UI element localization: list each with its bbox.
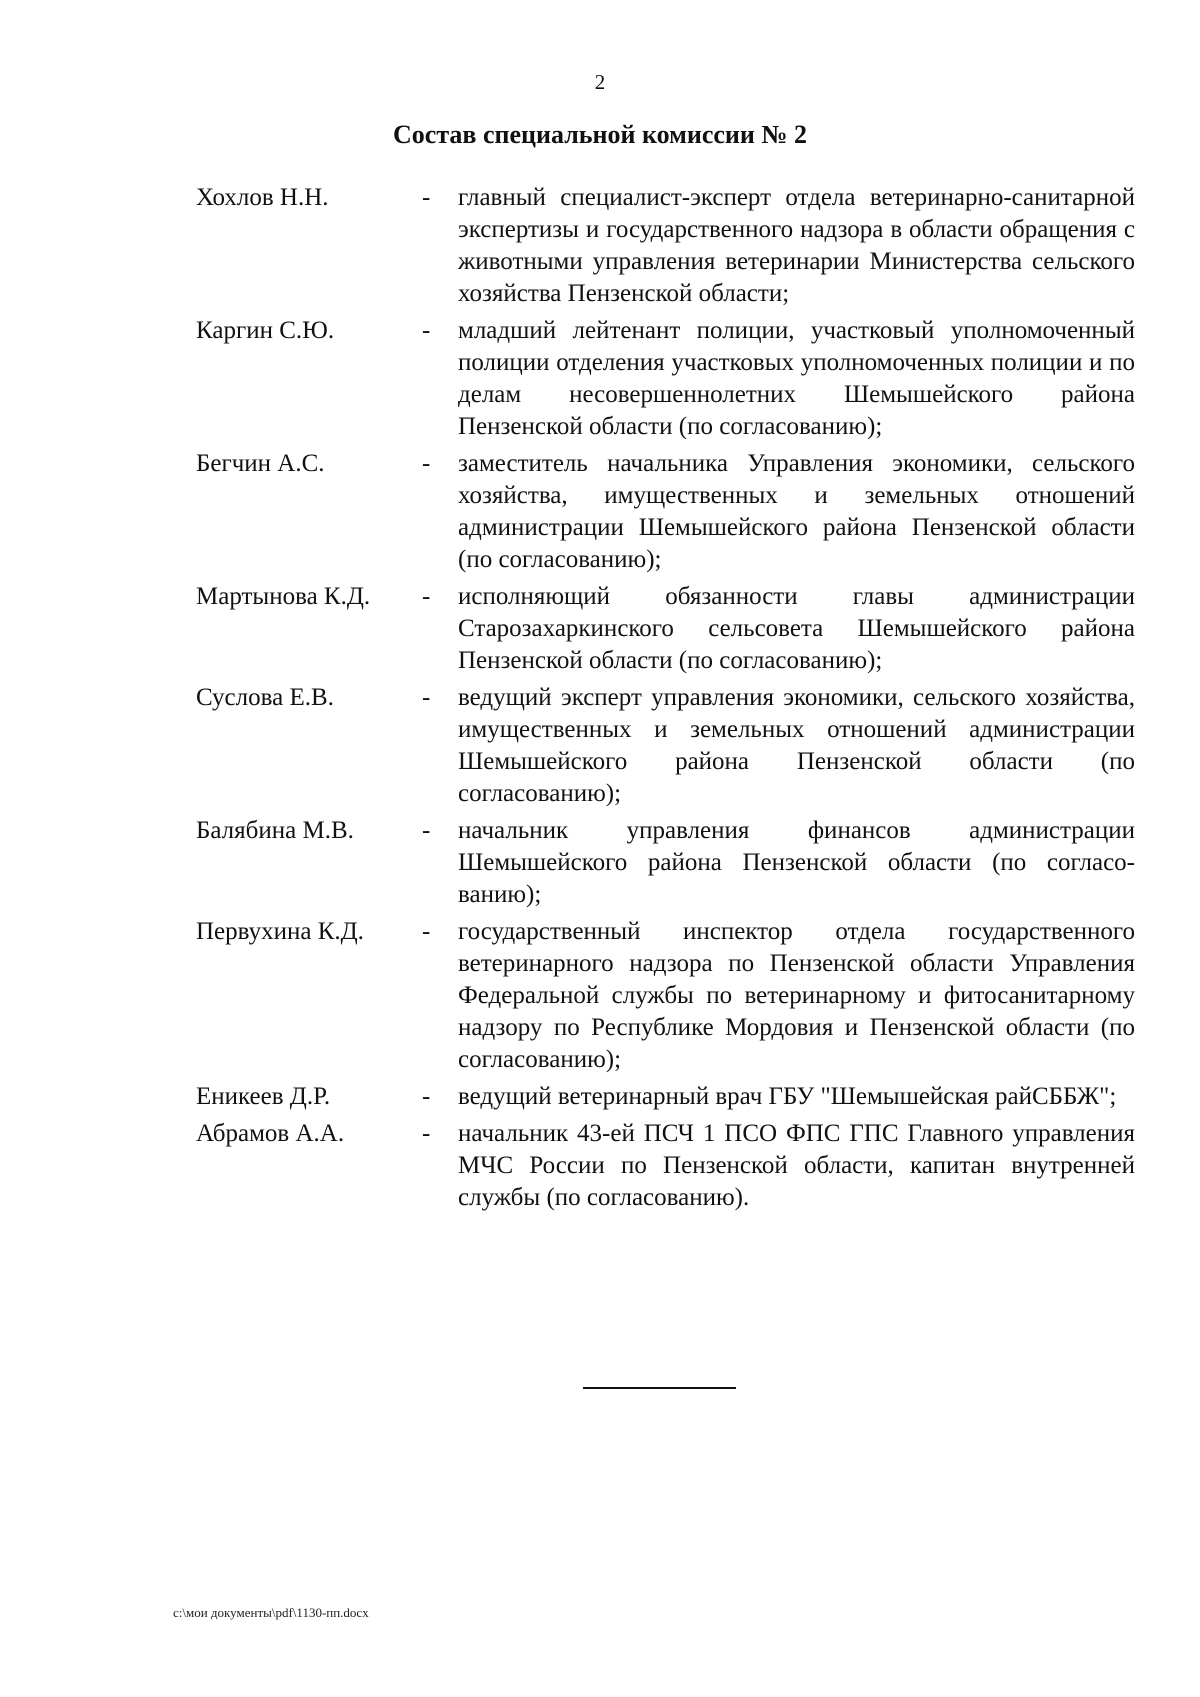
member-name: Еникеев Д.Р. xyxy=(196,1083,331,1110)
member-row xyxy=(196,581,1136,677)
document-title: Состав специальной комиссии № 2 xyxy=(393,120,807,149)
member-role: ведущий ветеринарный врач ГБУ "Шемышейская райСББЖ"; xyxy=(458,1083,1117,1110)
member-role: начальник 43-ей ПСЧ 1 ПСО ФПС ГПС Главного управления МЧС России по Пензенской области, капитан внутренней службы (по согласованию). xyxy=(458,1120,1135,1211)
member-role: ведущий эксперт управления экономики, сельского хозяйства, имущественных и земельных отношений администрации Шемышейского района Пензенской области (по согласованию); xyxy=(458,684,1135,807)
member-row xyxy=(196,315,1136,443)
member-name: Суслова Е.В. xyxy=(196,684,334,711)
member-row xyxy=(196,682,1136,810)
member-dash: - xyxy=(422,918,431,945)
member-name: Каргин С.Ю. xyxy=(196,317,335,344)
footer-file-path: c:\мои документы\pdf\1130-пп.docx xyxy=(173,1605,369,1620)
member-role: главный специалист-эксперт отдела ветеринарно-санитарной экспертизы и государственного надзора в области обращения с животными управления ветеринарии Министерства сельского хозяйства Пензенской области; xyxy=(458,184,1135,307)
member-dash: - xyxy=(422,184,431,211)
member-dash: - xyxy=(422,1120,431,1147)
member-role: государственный инспектор отдела государственного ветеринарного надзора по Пензенской области Управления Федеральной службы по ветеринарному и фитосанитарному надзору по Республике Мордовия и Пензенской области (по согласованию); xyxy=(458,918,1135,1073)
page-number: 2 xyxy=(594,70,606,94)
member-role: младший лейтенант полиции, участковый уполномоченный полиции отделения участковых уполномоченных полиции и по делам несовершеннолетних Шемышейского района Пензенской области (по согласованию); xyxy=(458,317,1135,440)
member-row xyxy=(196,815,1136,911)
member-name: Мартынова К.Д. xyxy=(196,583,371,610)
member-dash: - xyxy=(422,684,431,711)
member-name: Абрамов А.А. xyxy=(196,1120,345,1147)
member-role: начальник управления финансов администрации Шемышейского района Пензенской области (по согласованию); xyxy=(458,817,1135,908)
member-dash: - xyxy=(422,817,431,844)
member-name: Первухина К.Д. xyxy=(196,918,364,945)
member-row xyxy=(196,448,1136,576)
member-name: Балябина М.В. xyxy=(196,817,354,844)
member-role: заместитель начальника Управления экономики, сельского хозяйства, имущественных и земельных отношений администрации Шемышейского района Пензенской области (по согласованию); xyxy=(458,450,1135,573)
member-dash: - xyxy=(422,583,431,610)
member-role: исполняющий обязанности главы администрации Старозахаркинского сельсовета Шемышейского района Пензенской области (по согласованию); xyxy=(458,583,1135,674)
commission-member-list xyxy=(196,182,1136,1219)
end-of-document-rule xyxy=(583,1387,736,1389)
member-name: Хохлов Н.Н. xyxy=(196,184,329,211)
member-dash: - xyxy=(422,450,431,477)
member-dash: - xyxy=(422,317,431,344)
member-row xyxy=(196,916,1136,1076)
member-row xyxy=(196,1081,1136,1113)
member-name: Бегчин А.С. xyxy=(196,450,325,477)
member-dash: - xyxy=(422,1083,431,1110)
member-row xyxy=(196,182,1136,310)
member-row xyxy=(196,1118,1136,1214)
